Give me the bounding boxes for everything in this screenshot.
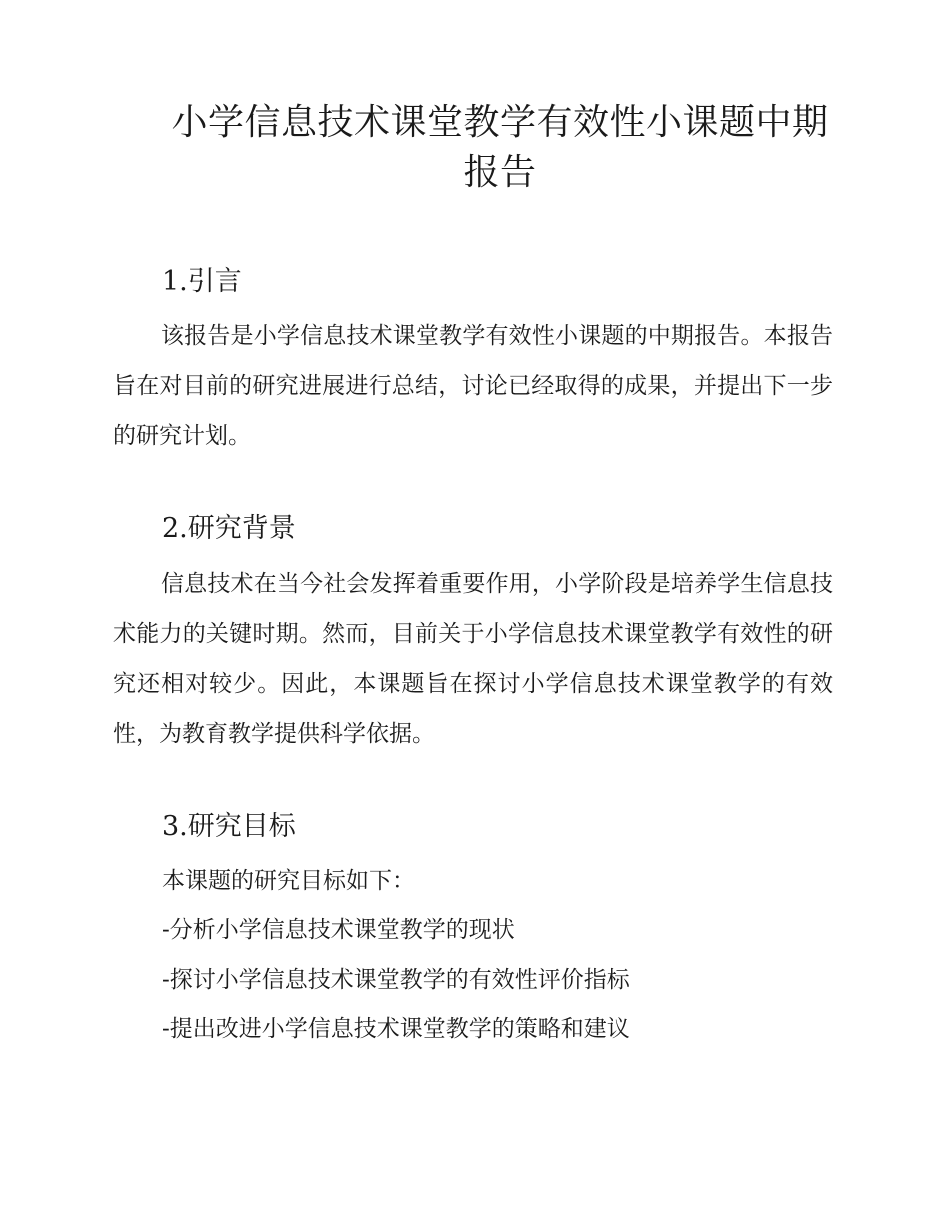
objectives-intro: 本课题的研究目标如下： <box>162 868 415 894</box>
objective-list-item: -探讨小学信息技术课堂教学的有效性评价指标 <box>162 967 630 993</box>
section-heading-objectives: 3.研究目标 <box>162 811 296 842</box>
document-title: 小学信息技术课堂教学有效性小课题中期报告 <box>171 102 829 193</box>
section-paragraph-background: 信息技术在当今社会发挥着重要作用，小学阶段是培养学生信息技术能力的关键时期。然而，目前关于小学信息技术课堂教学有效性的研究还相对较少。因此，本课题旨在探讨小学信息技术课堂教学的有效性，为教育教学提供科学依据。 <box>113 571 833 747</box>
section-heading-background: 2.研究背景 <box>162 513 296 544</box>
section-paragraph-introduction: 该报告是小学信息技术课堂教学有效性小课题的中期报告。本报告旨在对目前的研究进展进行总结，讨论已经取得的成果，并提出下一步的研究计划。 <box>113 323 833 449</box>
objective-list-item: -提出改进小学信息技术课堂教学的策略和建议 <box>162 1016 630 1042</box>
objective-list-item: -分析小学信息技术课堂教学的现状 <box>162 917 515 943</box>
section-heading-introduction: 1.引言 <box>162 266 242 297</box>
